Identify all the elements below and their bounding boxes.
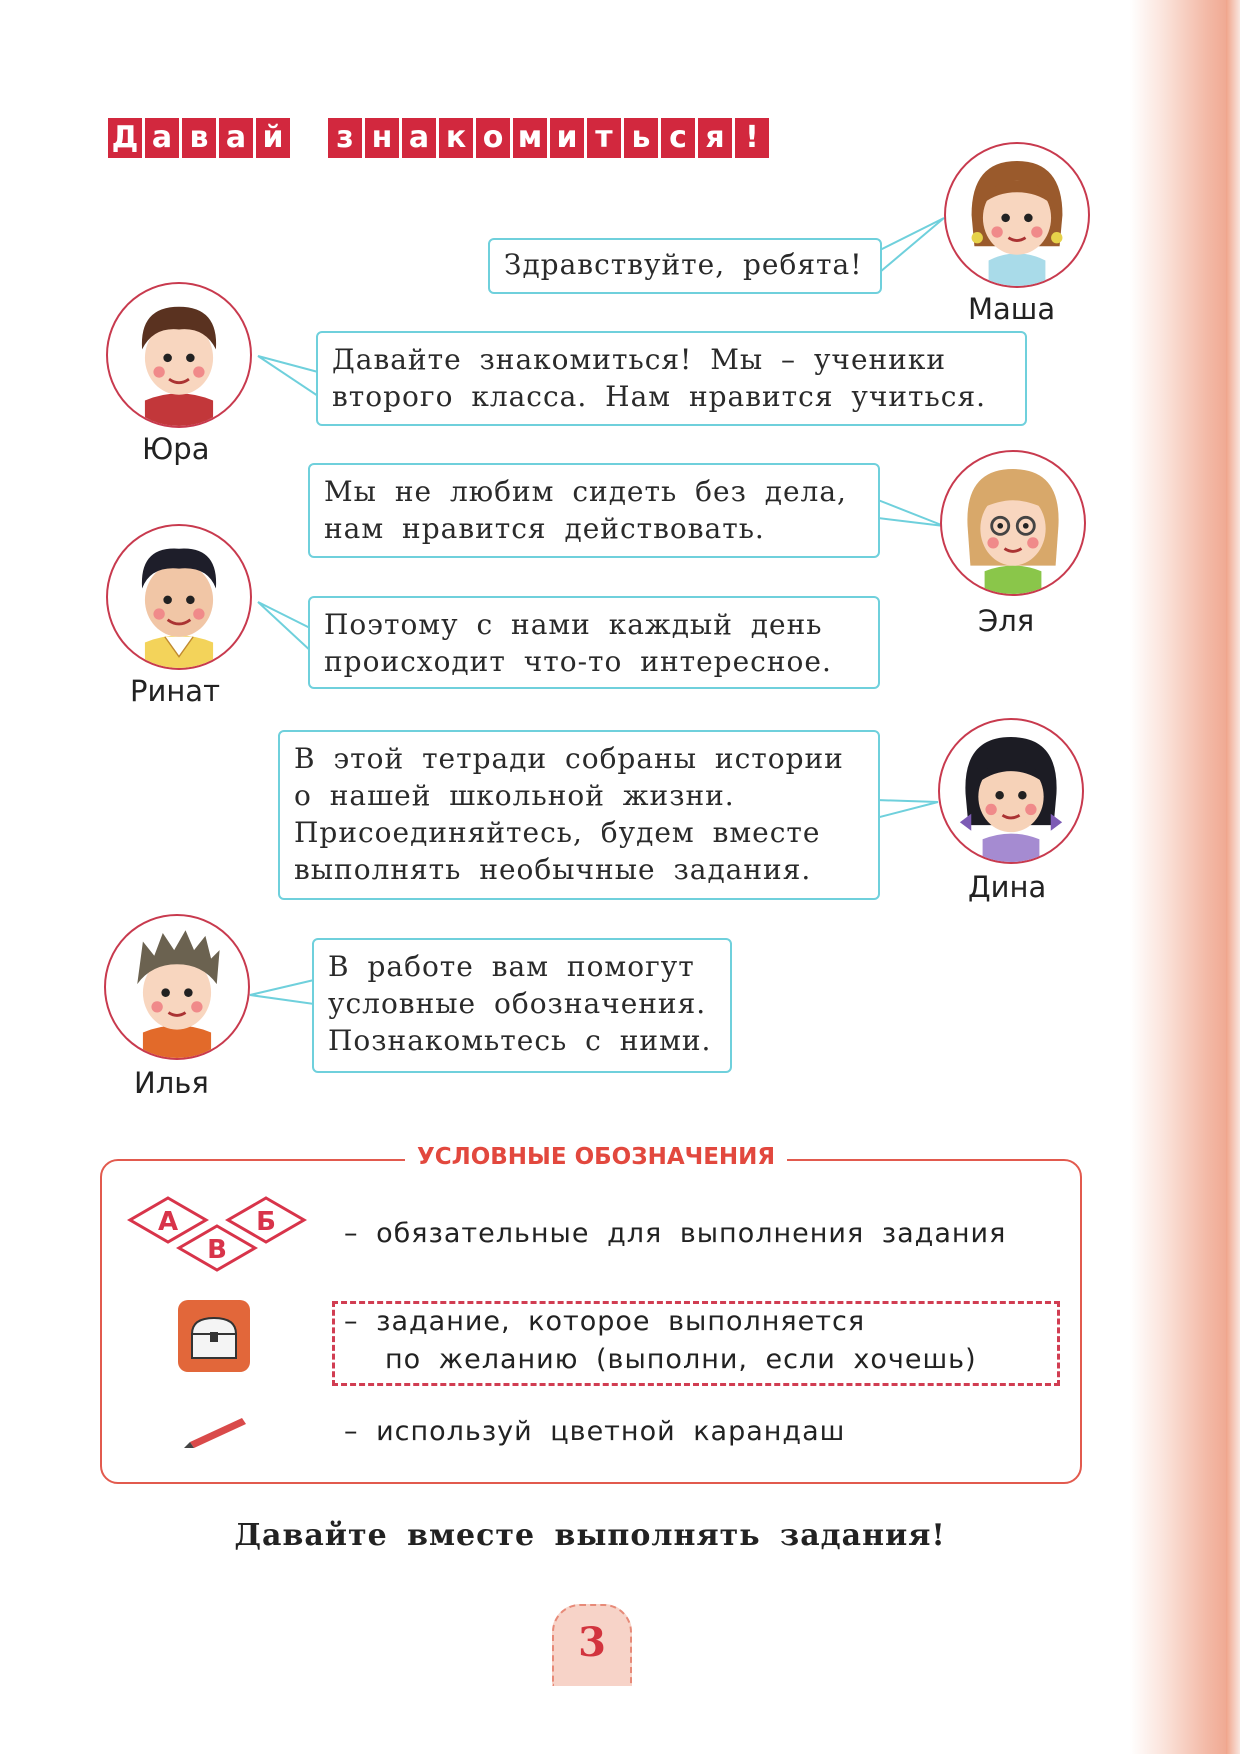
page-edge-tint	[1130, 0, 1240, 1754]
title-letter: а	[219, 118, 253, 158]
page-title	[108, 118, 769, 158]
name-elya: Эля	[978, 604, 1035, 638]
speech-bubble-dina	[278, 730, 880, 900]
treasure-chest-icon	[176, 1298, 252, 1374]
speech-bubble-yura	[316, 331, 1027, 426]
speech-bubble-elya	[308, 463, 880, 558]
bubble-line: условные обозначения.	[328, 987, 707, 1020]
task-badges-icon	[120, 1190, 315, 1280]
legend-optional-line2: по желанию (выполни, если хочешь)	[385, 1344, 977, 1375]
bubble-line: нам нравится действовать.	[324, 512, 765, 545]
closing-text: Давайте вместе выполнять задания!	[234, 1518, 946, 1553]
badge-letter-a: А	[157, 1207, 179, 1237]
title-word-2	[328, 118, 769, 158]
bubble-line: Здравствуйте, ребята!	[504, 248, 863, 281]
speech-bubble-masha	[488, 238, 882, 294]
name-masha: Маша	[968, 292, 1056, 326]
speech-bubble-ilya	[312, 938, 732, 1073]
title-letter: Д	[108, 118, 142, 158]
title-letter: а	[145, 118, 179, 158]
title-letter: м	[513, 118, 547, 158]
bubble-line: второго класса. Нам нравится учиться.	[332, 380, 987, 413]
legend-title: УСЛОВНЫЕ ОБОЗНАЧЕНИЯ	[405, 1144, 787, 1170]
legend-pencil-text: – используй цветной карандаш	[344, 1416, 846, 1447]
title-letter: й	[256, 118, 290, 158]
title-letter: к	[439, 118, 473, 158]
bubble-line: Мы не любим сидеть без дела,	[324, 475, 847, 508]
legend-optional-line1: – задание, которое выполняется	[344, 1306, 866, 1337]
name-ilya: Илья	[134, 1066, 209, 1100]
avatar-elya	[940, 450, 1086, 596]
title-word-1	[108, 118, 290, 158]
boy-portrait-icon	[108, 526, 250, 668]
bubble-line: Познакомьтесь с ними.	[328, 1024, 712, 1057]
title-letter: и	[550, 118, 584, 158]
bubble-line: В работе вам помогут	[328, 950, 695, 983]
title-letter: н	[365, 118, 399, 158]
boy-portrait-icon	[106, 916, 248, 1058]
girl-glasses-portrait-icon	[942, 452, 1084, 594]
bubble-line: В этой тетради собраны истории	[294, 742, 844, 775]
bubble-line: Поэтому с нами каждый день	[324, 608, 823, 641]
badge-letter-b: Б	[256, 1207, 276, 1237]
title-letter: а	[402, 118, 436, 158]
title-letter: я	[698, 118, 732, 158]
boy-portrait-icon	[108, 284, 250, 426]
avatar-masha	[944, 142, 1090, 288]
bubble-line: выполнять необычные задания.	[294, 853, 812, 886]
name-dina: Дина	[968, 870, 1047, 904]
girl-portrait-icon	[946, 144, 1088, 286]
badge-letter-v: В	[207, 1235, 227, 1265]
avatar-yura	[106, 282, 252, 428]
avatar-rinat	[106, 524, 252, 670]
title-letter: ь	[624, 118, 658, 158]
avatar-ilya	[104, 914, 250, 1060]
bubble-line: Присоединяйтесь, будем вместе	[294, 816, 821, 849]
title-letter: о	[476, 118, 510, 158]
page-number: 3	[552, 1604, 632, 1686]
scan-edge	[1226, 0, 1240, 1754]
title-letter: т	[587, 118, 621, 158]
speech-bubble-rinat	[308, 596, 880, 689]
bubble-line: происходит что-то интересное.	[324, 645, 832, 678]
girl-portrait-icon	[940, 720, 1082, 862]
title-letter: с	[661, 118, 695, 158]
name-rinat: Ринат	[130, 674, 220, 708]
title-letter: з	[328, 118, 362, 158]
bubble-line: о нашей школьной жизни.	[294, 779, 735, 812]
avatar-dina	[938, 718, 1084, 864]
title-letter: в	[182, 118, 216, 158]
title-letter: !	[735, 118, 769, 158]
bubble-line: Давайте знакомиться! Мы – ученики	[332, 343, 946, 376]
pencil-icon	[180, 1410, 250, 1450]
legend-required-text: – обязательные для выполнения задания	[344, 1218, 1007, 1249]
name-yura: Юра	[142, 432, 210, 466]
